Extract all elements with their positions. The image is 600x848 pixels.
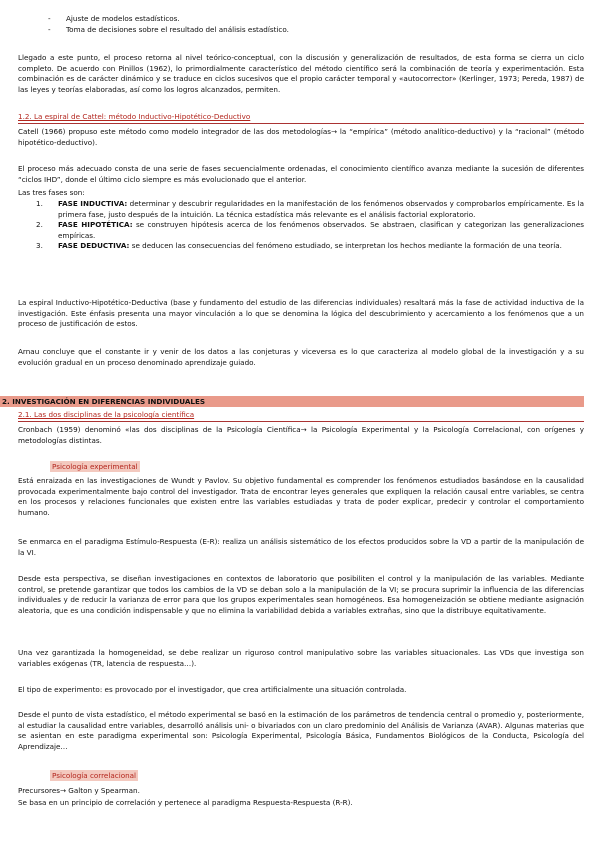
section-heading-1-2: 1.2. La espiral de Cattel: método Inductivo-Hipotético-Deductivo xyxy=(18,112,251,121)
paragraph: El tipo de experimento: es provocado por el investigador, que crea artificialmente una situación controlada. xyxy=(18,685,407,694)
section-heading-2-1: 2.1. Las dos disciplinas de la psicología científica xyxy=(18,410,195,419)
paragraph: Cronbach (1959) denominó «las dos disciplinas de la Psicología Científica→ la Psicología Experimental y la Psicología Correlacional, con orígenes y metodologías distintas. xyxy=(18,425,584,445)
list-item: - Ajuste de modelos estadísticos. xyxy=(66,14,180,25)
list-item: 3. FASE DEDUCTIVA: se deducen las consecuencias del fenómeno estudiado, se interpretan los hechos mediante la formación de una teoría. xyxy=(36,241,562,251)
subheading-psicologia-correlacional: Psicología correlacional xyxy=(52,771,137,780)
section-heading-2: 2. INVESTIGACIÓN EN DIFERENCIAS INDIVIDUALES xyxy=(0,396,584,407)
paragraph: La espiral Inductivo-Hipotético-Deductiva (base y fundamento del estudio de las diferencias individuales) resaltará más la fase de actividad inductiva de la investigación. Este énfasis presenta una mayor vinculación a lo que se denomina la lógica del descubrimiento y acercamiento a los fenómenos que a un proceso de justificación de estos. xyxy=(18,298,584,329)
list-item: 2. FASE HIPOTÉTICA: se construyen hipótesis acerca de los fenómenos observados. Se abstraen, clasifican y categorizan las generalizaciones empíricas. xyxy=(36,220,584,240)
list-item: 1. FASE INDUCTIVA: determinar y descubrir regularidades en la manifestación de los fenómenos observados y comprobarlos empíricamente. Es la primera fase, justo después de la intuición. La técnica estadística más relevante es el análisis factorial exploratorio. xyxy=(36,199,584,219)
paragraph: Catell (1966) propuso este método como modelo integrador de las dos metodologías→ la “empírica” (método analítico-deductivo) y la “racional” (método hipotético-deductivo). xyxy=(18,127,584,147)
paragraph: Desde esta perspectiva, se diseñan investigaciones en contextos de laboratorio que posibiliten el control y la manipulación de las variables. Mediante control, se pretende garantizar que todos los cambios de la VD se deban solo a la manipulación de la VI; se procura suprimir la influencia de las diferencias individuales y de reducir la varianza de error para que los grupos experimentales sean homogéneos. Esa homogeneización se obtiene mediante asignación aleatoria, que es una condición indispensable y que no elimina la variabilidad debida a variables extrañas, sino que la distribuye equitativamente. xyxy=(18,574,584,615)
paragraph: Una vez garantizada la homogeneidad, se debe realizar un riguroso control manipulativo sobre las variables situacionales. Las VDs que investiga son variables exógenas (TR, latencia de respuesta…). xyxy=(18,648,584,668)
phases-intro: Las tres fases son: xyxy=(18,188,85,197)
paragraph: Se enmarca en el paradigma Estímulo-Respuesta (E-R): realiza un análisis sistemático de los efectos producidos sobre la VD a partir de la manipulación de la VI. xyxy=(18,537,584,557)
heading-rule xyxy=(18,123,584,124)
heading-rule xyxy=(18,421,584,422)
paragraph: Desde el punto de vista estadístico, el método experimental se basó en la estimación de los parámetros de tendencia central o promedio y, posteriormente, al estudiar la causalidad entre variables, desarrolló análisis uni- o bivariados con un claro predominio del Análisis de Varianza (AVAR). Algunas materias que se asientan en este paradigma experimental son: Psicología Experimental, Psicología Básica, Fundamentos Biológicos de la Conducta, Psicología del Aprendizaje… xyxy=(18,710,584,751)
subheading-psicologia-experimental: Psicología experimental xyxy=(52,462,138,471)
paragraph: Llegado a este punto, el proceso retorna al nivel teórico-conceptual, con la discusión y generalización de resultados, de esta forma se cierra un ciclo completo. De acuerdo con Pinillos (1962), lo primordialmente característico del método científico será la combinación de teoría y experimentación. Esta combinación es de carácter dinámico y se traduce en ciclos sucesivos que el propio carácter temporal y «autocorrector» (Kerlinger, 1973; Pereda, 1987) de las leyes y teorías elaboradas, así como los logros alcanzados, permiten. xyxy=(18,53,584,94)
phases-list xyxy=(36,199,584,252)
list-item: - Toma de decisiones sobre el resultado del análisis estadístico. xyxy=(66,25,289,36)
paragraph: El proceso más adecuado consta de una serie de fases secuencialmente ordenadas, el conocimiento científico avanza mediante la sucesión de diferentes “ciclos IHD”, donde el último ciclo siempre es más evolucionado que el anterior. xyxy=(18,164,584,184)
paragraph: Arnau concluye que el constante ir y venir de los datos a las conjeturas y viceversa es lo que caracteriza al modelo global de la investigación y a su evolución gradual en un proceso denominado aprendizaje guiado. xyxy=(18,347,584,367)
paragraph: Está enraizada en las investigaciones de Wundt y Pavlov. Su objetivo fundamental es comprender los fenómenos estudiados basándose en la causalidad provocada experimentalmente bajo control del investigador. Trata de encontrar leyes generales que expliquen la relación causal entre variables, se centra en los procesos y relaciones funcionales que existen entre las variables estudiadas y trata de poder explicar, predecir y controlar el comportamiento humano. xyxy=(18,476,584,517)
paragraph: Precursores→ Galton y Spearman. xyxy=(18,786,140,795)
paragraph: Se basa en un principio de correlación y pertenece al paradigma Respuesta-Respuesta (R-R). xyxy=(18,798,353,807)
